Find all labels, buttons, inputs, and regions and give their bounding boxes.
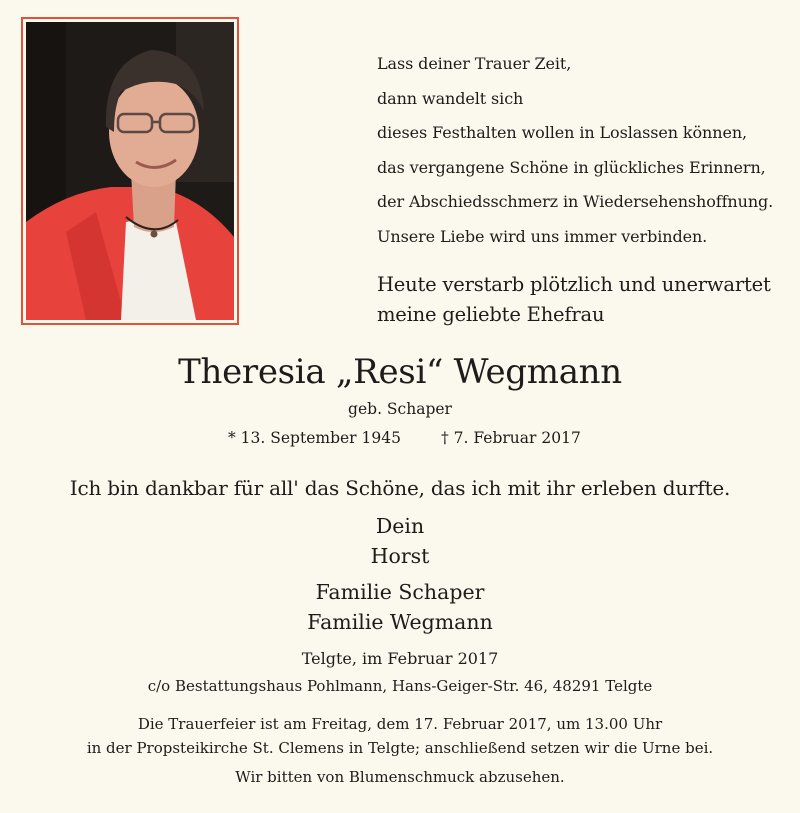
poem-line: Unsere Liebe wird uns immer verbinden. (377, 226, 708, 246)
life-dates (0, 426, 800, 450)
portrait-frame (21, 17, 239, 325)
poem-line: das vergangene Schöne in glückliches Erinnern, (377, 157, 766, 177)
announcement-line: meine geliebte Ehefrau (377, 303, 605, 326)
poem-line: der Abschiedsschmerz in Wiedersehenshoffnung. (377, 192, 774, 211)
flowers-note: Wir bitten von Blumenschmuck abzusehen. (235, 768, 565, 786)
signoff-dein: Dein (375, 514, 425, 538)
signoff-family-wegmann: Familie Wegmann (307, 610, 493, 634)
funeral-info-line: in der Propsteikirche St. Clemens in Telgte; anschließend setzen wir die Urne bei. (86, 739, 714, 757)
birth-date: * 13. September 1945 (228, 429, 401, 447)
poem-line: dieses Festhalten wollen in Loslassen können, (377, 123, 748, 142)
announcement-line: Heute verstarb plötzlich und unerwartet (377, 273, 771, 296)
maiden-name: geb. Schaper (348, 400, 452, 418)
deceased-name: Theresia „Resi“ Wegmann (178, 352, 622, 392)
funeral-info-line: Die Trauerfeier ist am Freitag, dem 17. Februar 2017, um 13.00 Uhr (137, 715, 663, 733)
signoff-spouse: Horst (370, 544, 430, 568)
gratitude-text: Ich bin dankbar für all' das Schöne, das ich mit ihr erleben durfte. (69, 476, 731, 500)
signoff (0, 511, 800, 637)
death-date: † 7. Februar 2017 (441, 429, 581, 447)
funeral-home-address: c/o Bestattungshaus Pohlmann, Hans-Geiger-Str. 46, 48291 Telgte (147, 677, 653, 695)
poem-line: Lass deiner Trauer Zeit, (377, 54, 572, 73)
portrait-photo (26, 22, 234, 320)
signoff-family-schaper: Familie Schaper (315, 580, 485, 604)
announcement (377, 270, 787, 330)
funeral-info (0, 712, 800, 760)
poem (377, 47, 787, 254)
place-date: Telgte, im Februar 2017 (301, 649, 499, 668)
poem-line: dann wandelt sich (377, 88, 524, 108)
